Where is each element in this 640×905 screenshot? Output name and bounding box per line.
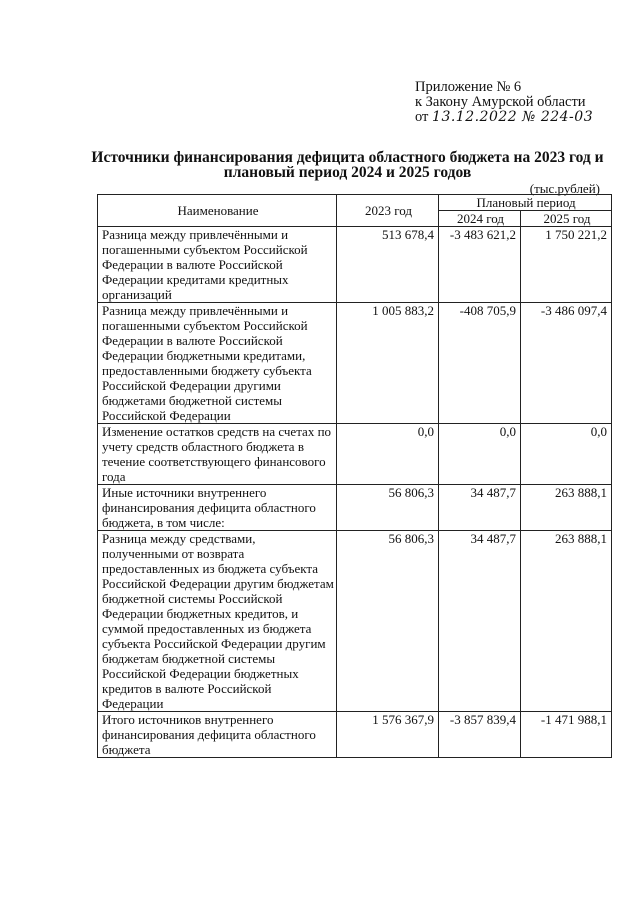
row-value-2024: -3 857 839,4 xyxy=(439,712,521,758)
row-name: Иные источники внутреннего финансирования дефицита областного бюджета, в том числе: xyxy=(98,485,337,531)
row-value-2023: 56 806,3 xyxy=(337,531,439,712)
table-row xyxy=(98,227,612,303)
row-value-2023: 1 005 883,2 xyxy=(337,303,439,424)
row-name: Изменение остатков средств на счетах по учету средств областного бюджета в течение соответствующего финансового года xyxy=(98,424,337,485)
row-value-2024: -408 705,9 xyxy=(439,303,521,424)
header-planned-period: Плановый период xyxy=(439,195,612,211)
units-label: (тыс.рублей) xyxy=(529,181,600,196)
annex-date-prefix: от xyxy=(415,109,429,125)
row-value-2024: 34 487,7 xyxy=(439,531,521,712)
row-value-2024: 34 487,7 xyxy=(439,485,521,531)
row-name: Разница между привлечёнными и погашенными субъектом Российской Федерации в валюте Российской Федерации кредитами кредитных организаций xyxy=(98,227,337,303)
annex-date-line xyxy=(415,110,593,125)
row-name: Разница между привлечёнными и погашенными субъектом Российской Федерации в валюте Российской Федерации бюджетными кредитами, предоставленными бюджету субъекта Российской Федерации другими бюджетами бюджетной системы Российской Федерации xyxy=(98,303,337,424)
header-2024: 2024 год xyxy=(439,211,521,227)
title-line-2: плановый период 2024 и 2025 годов xyxy=(223,164,472,181)
row-value-2024: 0,0 xyxy=(439,424,521,485)
row-value-2025: 0,0 xyxy=(521,424,612,485)
row-value-2023: 1 576 367,9 xyxy=(337,712,439,758)
row-value-2025: -3 486 097,4 xyxy=(521,303,612,424)
table-row xyxy=(98,485,612,531)
table-row xyxy=(98,303,612,424)
row-value-2023: 0,0 xyxy=(337,424,439,485)
annex-law: к Закону Амурской области xyxy=(415,94,586,110)
table-row xyxy=(98,531,612,712)
row-value-2023: 513 678,4 xyxy=(337,227,439,303)
row-value-2025: -1 471 988,1 xyxy=(521,712,612,758)
annex-number: Приложение № 6 xyxy=(415,79,522,95)
title-line-1: Источники финансирования дефицита областного бюджета на 2023 год и xyxy=(91,149,604,166)
header-2025: 2025 год xyxy=(521,211,612,227)
table-row xyxy=(98,424,612,485)
document-title xyxy=(80,150,615,180)
row-value-2025: 1 750 221,2 xyxy=(521,227,612,303)
row-value-2023: 56 806,3 xyxy=(337,485,439,531)
header-2023: 2023 год xyxy=(337,195,439,227)
row-value-2024: -3 483 621,2 xyxy=(439,227,521,303)
table-row-total xyxy=(98,712,612,758)
row-name: Итого источников внутреннего финансирования дефицита областного бюджета xyxy=(98,712,337,758)
header-name: Наименование xyxy=(98,195,337,227)
row-value-2025: 263 888,1 xyxy=(521,531,612,712)
row-name: Разница между средствами, полученными от возврата предоставленных из бюджета субъекта Российской Федерации другим бюджетам бюджетной системы Российской Федерации бюджетных кредитов, и суммой предоставленных из бюджета субъекта Российской Федерации другим бюджетам бюджетной системы Российской Федерации бюджетных кредитов в валюте Российской Федерации xyxy=(98,531,337,712)
financing-sources-table xyxy=(97,194,612,758)
row-value-2025: 263 888,1 xyxy=(521,485,612,531)
annex-handwritten-date: 13.12.2022 № 224-03 xyxy=(432,109,594,125)
annex-block xyxy=(415,80,593,125)
